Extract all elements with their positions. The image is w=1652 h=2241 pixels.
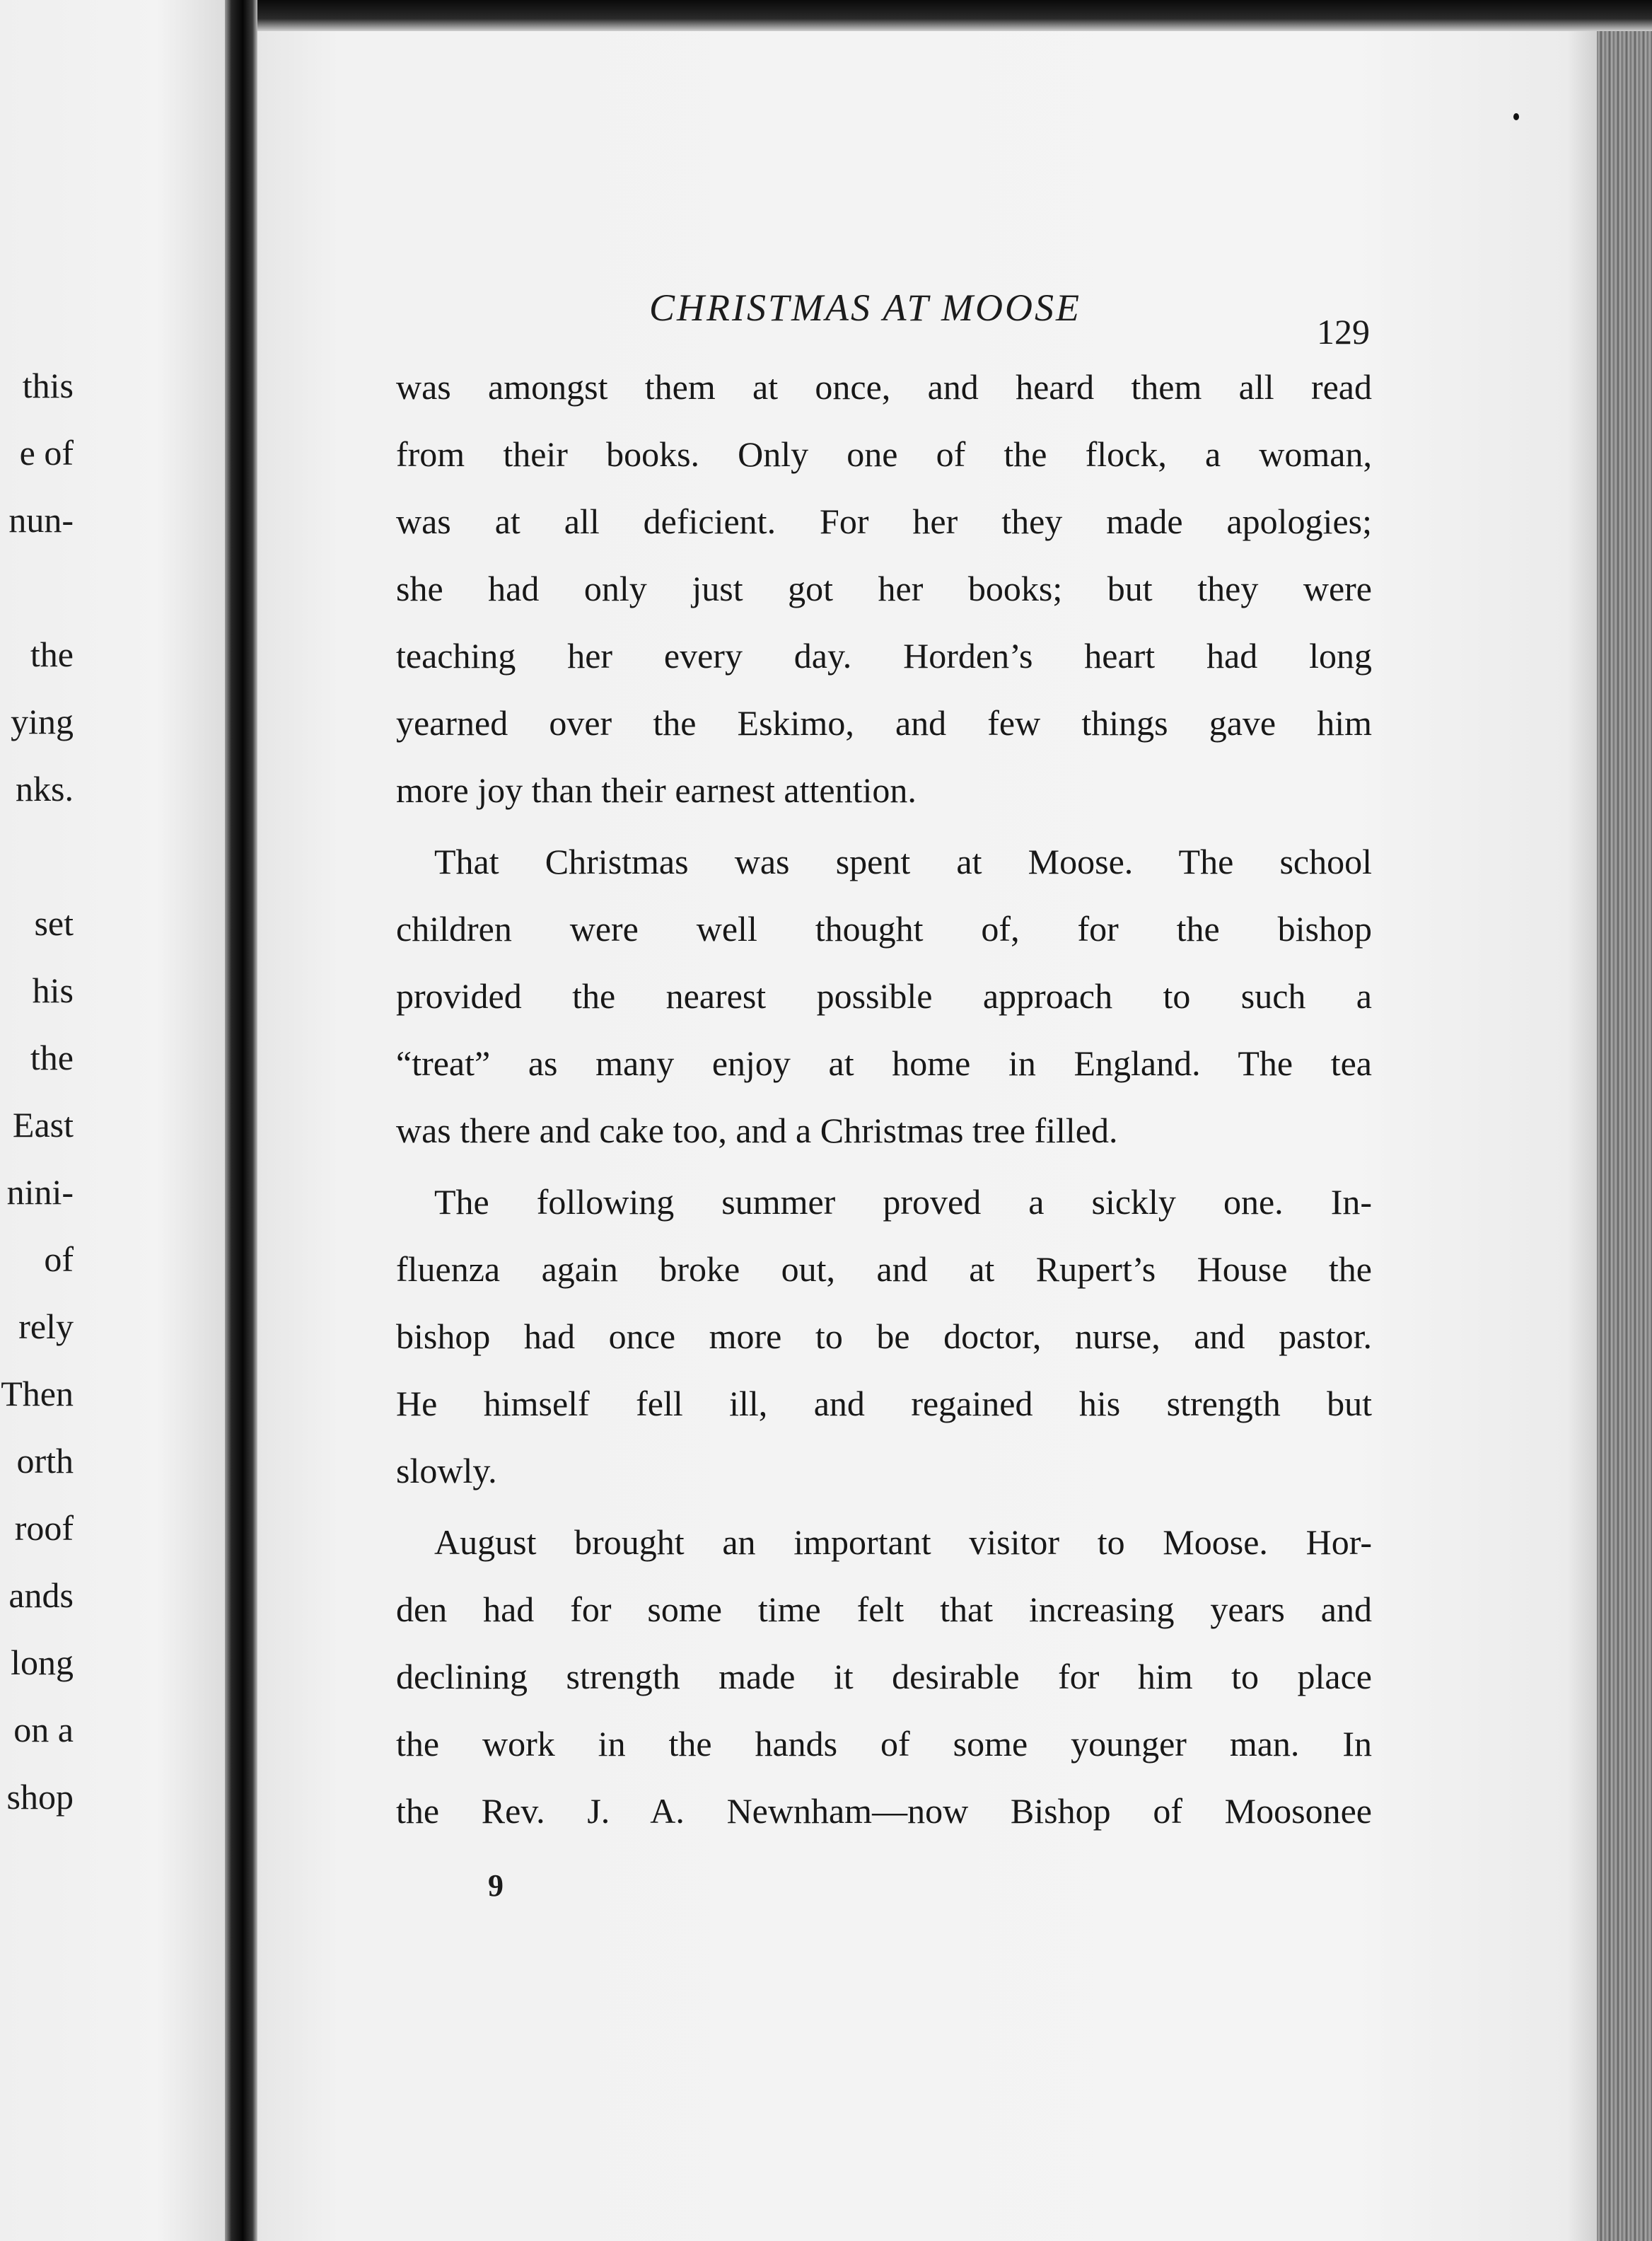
page-body xyxy=(396,354,1372,1849)
signature-mark: 9 xyxy=(488,1868,504,1903)
text-line: was there and cake too, and a Christmas tree filled. xyxy=(396,1111,1118,1150)
text-line: den had for some time felt that increasing years and xyxy=(396,1589,1372,1629)
page-block-edge xyxy=(1597,31,1652,2241)
text-line: slowly. xyxy=(396,1451,497,1490)
left-page-line: this xyxy=(22,366,74,405)
text-line: declining strength made it desirable for him to place xyxy=(396,1657,1372,1696)
left-page-line: orth xyxy=(16,1441,74,1481)
text-line: He himself fell ill, and regained his strength but xyxy=(396,1384,1372,1423)
text-line: August brought an important visitor to Moose. Hor- xyxy=(434,1522,1372,1562)
text-line: she had only just got her books; but they were xyxy=(396,569,1372,608)
left-page-line: rely xyxy=(18,1307,74,1346)
text-line: fluenza again broke out, and at Rupert’s House the xyxy=(396,1249,1372,1289)
left-page-line: his xyxy=(32,971,74,1010)
dust-speck xyxy=(1513,113,1519,120)
left-page-line: East xyxy=(12,1105,74,1145)
text-line: more joy than their earnest attention. xyxy=(396,770,917,810)
left-page-line: the xyxy=(30,635,74,674)
book-gutter xyxy=(225,0,257,2241)
text-line: was amongst them at once, and heard them all read xyxy=(396,367,1372,407)
left-page-line: nks. xyxy=(16,769,74,809)
left-page-line: on a xyxy=(13,1710,74,1749)
left-page-line: e of xyxy=(19,433,74,473)
paragraph xyxy=(396,1509,1372,1845)
left-page-line: shop xyxy=(6,1777,74,1817)
left-page-line: set xyxy=(34,903,74,943)
page-number: 129 xyxy=(1317,312,1370,352)
text-line: from their books. Only one of the flock, a woman, xyxy=(396,434,1372,474)
left-page-line: Then xyxy=(1,1374,74,1413)
left-page-line: roof xyxy=(14,1508,74,1548)
scan-top-edge xyxy=(257,0,1652,31)
paragraph xyxy=(396,828,1372,1164)
text-line: bishop had once more to be doctor, nurse, and pastor. xyxy=(396,1316,1372,1356)
text-line: provided the nearest possible approach to such a xyxy=(396,976,1372,1016)
left-page-line: nini- xyxy=(6,1172,74,1212)
text-line: The following summer proved a sickly one. In- xyxy=(434,1182,1372,1222)
left-page-line: long xyxy=(11,1643,74,1682)
text-line: was at all deficient. For her they made apologies; xyxy=(396,502,1372,541)
text-line: teaching her every day. Horden’s heart had long xyxy=(396,636,1372,676)
text-line: “treat” as many enjoy at home in England. The tea xyxy=(396,1043,1372,1083)
left-page-line: ands xyxy=(8,1575,74,1615)
left-page-line: ying xyxy=(11,702,74,741)
paragraph xyxy=(396,354,1372,824)
left-page-line: nun- xyxy=(8,500,74,540)
paragraph xyxy=(396,1169,1372,1505)
running-title: CHRISTMAS AT MOOSE xyxy=(649,286,1082,329)
text-line: yearned over the Eskimo, and few things gave him xyxy=(396,703,1372,743)
left-page-line: the xyxy=(30,1038,74,1077)
text-line: the work in the hands of some younger man. In xyxy=(396,1724,1372,1764)
text-line: the Rev. J. A. Newnham—now Bishop of Moosonee xyxy=(396,1791,1372,1831)
text-line: children were well thought of, for the bishop xyxy=(396,909,1372,949)
left-page-line: of xyxy=(44,1239,74,1279)
text-line: That Christmas was spent at Moose. The school xyxy=(434,842,1372,881)
